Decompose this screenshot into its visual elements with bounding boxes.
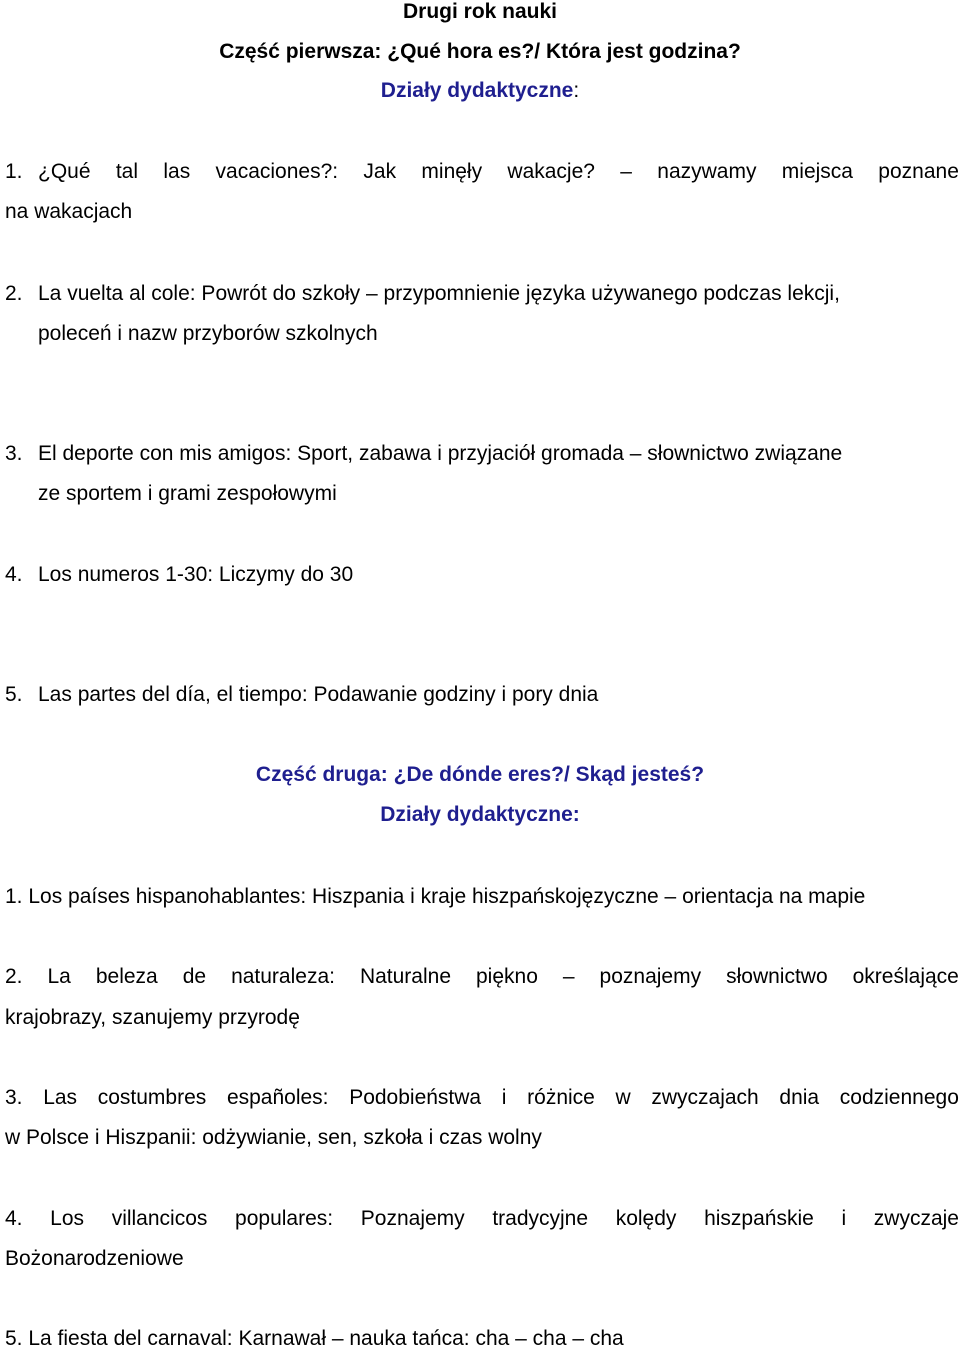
word: costumbres — [97, 1086, 207, 1109]
part-one-sections-heading: Działy dydaktyczne: — [380, 79, 580, 102]
word: wakacje? — [507, 160, 595, 183]
word: tradycyjne — [492, 1207, 589, 1230]
part-two-item-4-continuation: Bożonarodzeniowe — [5, 1247, 184, 1270]
word: zwyczajach — [651, 1086, 759, 1109]
word: Poznajemy — [360, 1207, 465, 1230]
word: określające — [852, 965, 959, 988]
word: villancicos — [111, 1207, 208, 1230]
word: minęły — [421, 160, 483, 183]
word: de — [182, 965, 207, 988]
word: Naturalne — [359, 965, 452, 988]
word: kolędy — [615, 1207, 677, 1230]
part-one-item-2: 2. La vuelta al cole: Powrót do szkoły – przypomnienie języka używanego podczas lekcji, — [5, 282, 840, 305]
word: españoles: — [226, 1086, 329, 1109]
word: i — [501, 1086, 507, 1109]
part-one-item-4: 4. Los numeros 1-30: Liczymy do 30 — [5, 563, 354, 586]
word: ¿Qué — [38, 160, 91, 183]
word: i — [841, 1207, 847, 1230]
part-one-item-1 — [5, 160, 959, 184]
part-two-sections-heading: Działy dydaktyczne: — [380, 803, 580, 826]
word: populares: — [235, 1207, 334, 1230]
word: hiszpańskie — [704, 1207, 814, 1230]
word: w — [615, 1086, 631, 1109]
part-two-item-3 — [5, 1086, 959, 1110]
part-two-item-1: 1. Los países hispanohablantes: Hiszpania i kraje hiszpańskojęzyczne – orientacja na mapie — [5, 885, 866, 908]
word: Jak — [363, 160, 397, 183]
word: vacaciones?: — [215, 160, 339, 183]
part-one-item-2-continuation: poleceń i nazw przyborów szkolnych — [38, 322, 378, 345]
word: 4. — [5, 1207, 23, 1230]
word: – — [620, 160, 632, 183]
word: nazywamy — [657, 160, 757, 183]
word: zwyczaje — [873, 1207, 959, 1230]
word: piękno — [476, 965, 538, 988]
word: miejsca — [781, 160, 853, 183]
part-one-item-5: 5. Las partes del día, el tiempo: Podawanie godziny i pory dnia — [5, 683, 599, 706]
word: Los — [50, 1207, 85, 1230]
word: poznane — [878, 160, 959, 183]
word: naturaleza: — [231, 965, 335, 988]
part-two-item-5: 5. La fiesta del carnaval: Karnawał – nauka tańca: cha – cha – cha — [5, 1327, 624, 1350]
word: tal — [115, 160, 139, 183]
part-two-title: Część druga: ¿De dónde eres?/ Skąd jesteś? — [255, 763, 705, 786]
word: 3. — [5, 1086, 23, 1109]
part-two-item-2 — [5, 965, 959, 989]
word: las — [163, 160, 191, 183]
word: codziennego — [839, 1086, 959, 1109]
part-two-item-3-continuation: w Polsce i Hiszpanii: odżywianie, sen, szkoła i czas wolny — [5, 1126, 542, 1149]
word: La — [47, 965, 71, 988]
part-one-title: Część pierwsza: ¿Qué hora es?/ Która jest godzina? — [219, 40, 741, 63]
item-1-text — [38, 160, 959, 184]
word: Las — [43, 1086, 78, 1109]
part-one-item-3-continuation: ze sportem i grami zespołowymi — [38, 482, 337, 505]
document-title: Drugi rok nauki — [402, 0, 558, 23]
part-two-item-4 — [5, 1207, 959, 1231]
part-one-item-3: 3. El deporte con mis amigos: Sport, zabawa i przyjaciół gromada – słownictwo związane — [5, 442, 843, 465]
word: dnia — [779, 1086, 820, 1109]
word: różnice — [527, 1086, 595, 1109]
part-one-item-1-continuation: na wakacjach — [5, 200, 133, 223]
word: – — [562, 965, 575, 988]
word: beleza — [95, 965, 158, 988]
word: słownictwo — [726, 965, 828, 988]
item-number: 1. — [5, 160, 23, 183]
word: poznajemy — [599, 965, 702, 988]
word: Podobieństwa — [349, 1086, 482, 1109]
word: 2. — [5, 965, 23, 988]
part-two-item-2-continuation: krajobrazy, szanujemy przyrodę — [5, 1006, 300, 1029]
